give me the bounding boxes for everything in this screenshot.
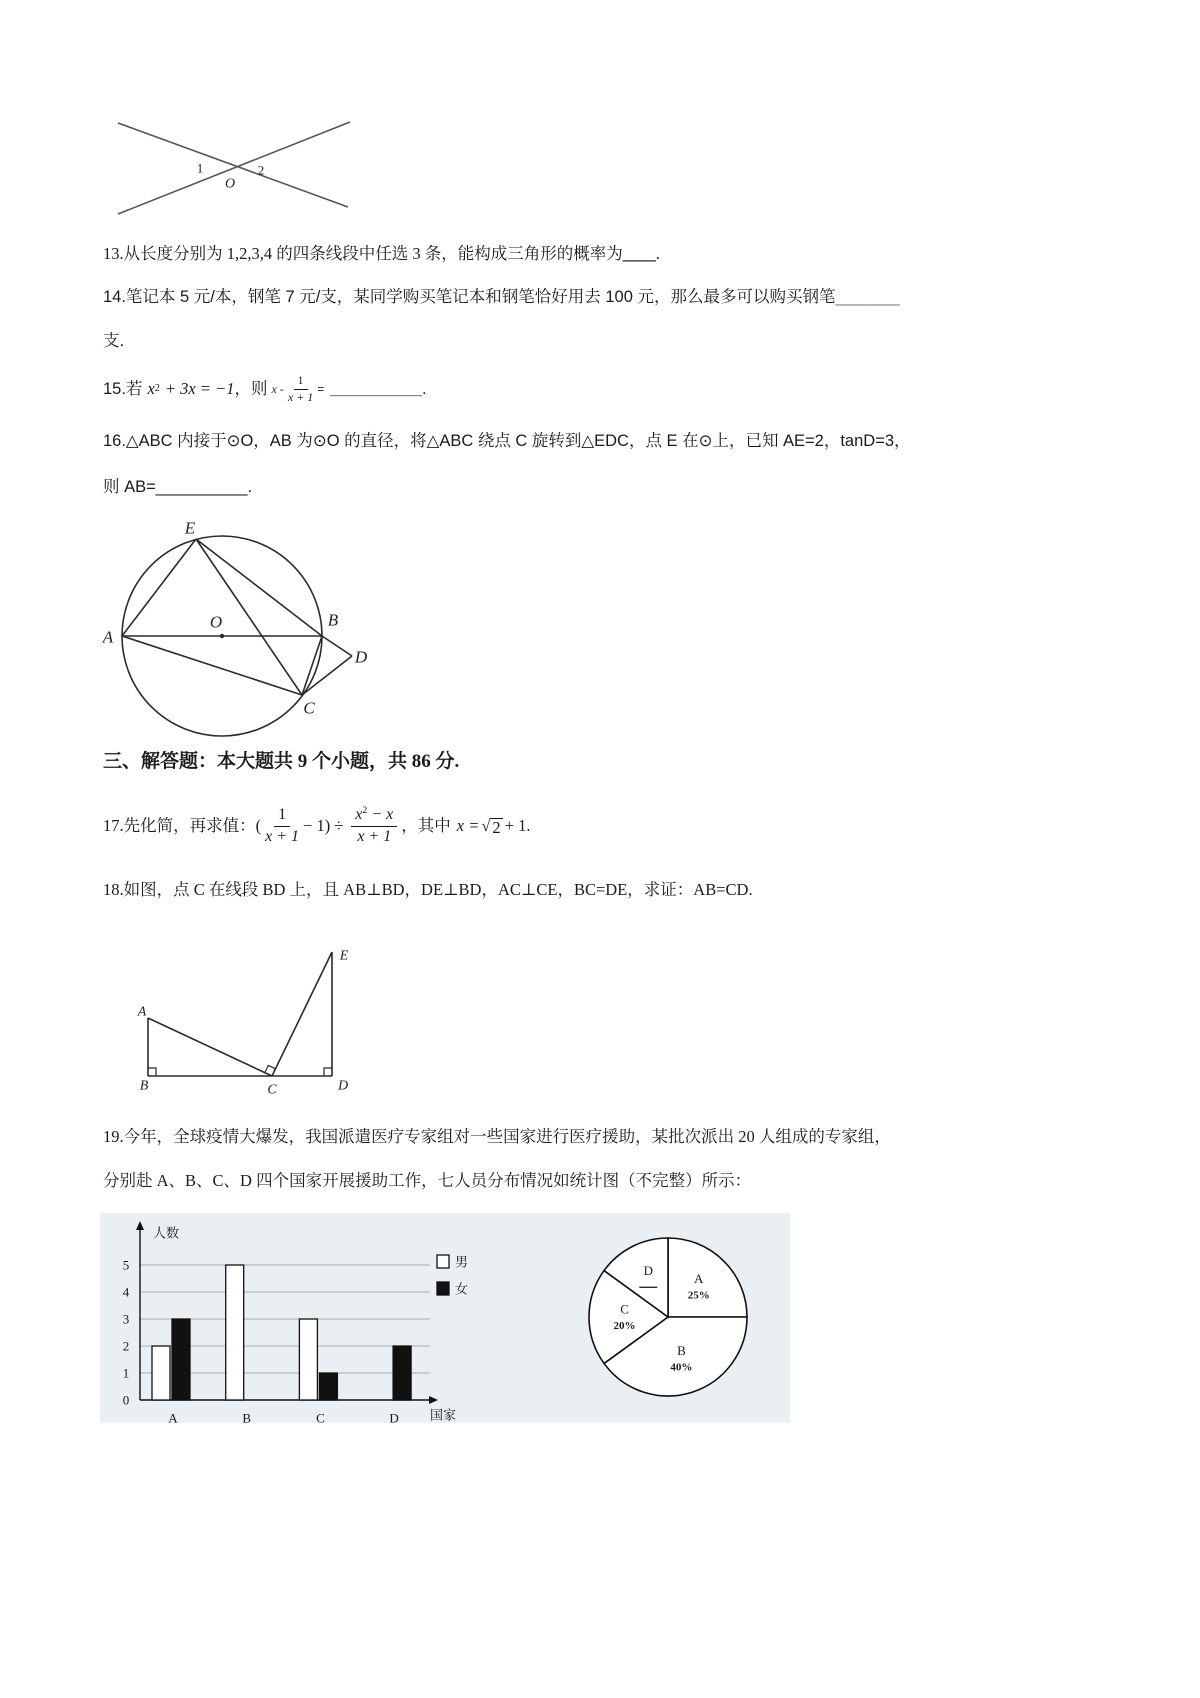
- bar-c-series-1: [319, 1373, 337, 1400]
- question-17-plus-one: + 1: [504, 816, 527, 835]
- question-17-fraction-2-numerator: [351, 806, 397, 826]
- question-17-sqrt-argument: 2: [492, 817, 501, 837]
- y-tick-label: 2: [122, 1338, 130, 1354]
- question-17-fraction-1: [265, 806, 299, 846]
- figure-intersecting-lines: [100, 110, 370, 225]
- pie-data-label-c: 20%: [613, 1320, 636, 1332]
- point-label-o: O: [209, 612, 223, 632]
- statistics-figure: [100, 1213, 790, 1426]
- line-1: [118, 123, 348, 207]
- legend-swatch: [437, 1255, 449, 1268]
- segment-ac: [148, 1018, 272, 1076]
- question-17-fraction-1-numerator: 1: [274, 806, 290, 826]
- question-15-mid: ，则: [234, 380, 268, 398]
- pie-chart: [580, 1225, 760, 1410]
- pie-label-a: A: [694, 1270, 704, 1286]
- question-13-text: 13.从长度分别为 1,2,3,4 的四条线段中任选 3 条，能构成三角形的概率为: [103, 244, 623, 263]
- question-15-blank: __________: [330, 380, 423, 398]
- legend-swatch: [437, 1282, 449, 1295]
- point-label-d: D: [354, 647, 368, 667]
- right-angle-mark-d: [324, 1068, 332, 1076]
- question-15: 15.若 x 2 + 3x = −1 ，则 x - $\frac{1}{x + 1}$ = __________ .: [103, 372, 427, 404]
- question-13-blank: ____: [622, 244, 656, 263]
- y-tick-label: 5: [122, 1257, 130, 1273]
- question-17-prefix: 17.先化简，再求值：: [103, 816, 256, 835]
- bar-c-series-0: [299, 1319, 317, 1400]
- point-label-a: A: [137, 1004, 147, 1020]
- bar-chart: [100, 1213, 480, 1426]
- center-point-o: [220, 634, 224, 638]
- figure-right-angles: [130, 940, 360, 1100]
- x-tick-label: A: [168, 1410, 178, 1426]
- question-15-end: .: [422, 380, 427, 398]
- question-15-eq-x: x: [147, 379, 155, 398]
- point-label-c: C: [303, 698, 315, 718]
- segment-ae: [122, 539, 196, 636]
- question-17-fraction-1-denominator: x + 1: [265, 827, 300, 845]
- bar-b-series-0: [226, 1265, 244, 1400]
- question-14-text: 14.笔记本 5 元/本，钢笔 7 元/支，某同学购买笔记本和钢笔恰好用去 100 元，那么最多可以购买钢笔: [103, 288, 836, 306]
- x-tick-label: C: [316, 1410, 325, 1426]
- question-19-line-2: 分别赴 A、B、C、D 四个国家开展援助工作，七人员分布情况如统计图（不完整）所示：: [103, 1171, 752, 1190]
- question-17-end: .: [526, 816, 531, 835]
- question-17-fraction-2-denominator: x + 1: [357, 827, 392, 845]
- y-axis-arrow: [136, 1221, 144, 1230]
- question-13: [103, 243, 660, 265]
- question-13-end: .: [655, 244, 660, 263]
- question-14-line-1: [103, 286, 900, 308]
- point-label-c: C: [267, 1082, 277, 1098]
- right-angle-mark-b: [148, 1068, 156, 1076]
- point-label-b: B: [139, 1078, 149, 1094]
- segment-cd: [302, 656, 352, 695]
- point-label-e: E: [339, 948, 349, 964]
- x-axis-label: 国家: [430, 1407, 457, 1423]
- x-axis-arrow: [429, 1396, 438, 1404]
- point-label-b: B: [327, 610, 339, 630]
- question-17-sqrt: [481, 815, 502, 837]
- segment-bd: [322, 636, 352, 656]
- point-label-e: E: [184, 518, 196, 538]
- question-18: 18.如图，点 C 在线段 BD 上，且 AB⊥BD，DE⊥BD，AC⊥CE，BC=DE，求证：AB=CD.: [103, 880, 753, 899]
- segment-ac: [122, 636, 302, 695]
- question-16-line-1: 16.△ABC 内接于⊙O，AB 为⊙O 的直径，将△ABC 绕点 C 旋转到△EDC，点 E 在⊙上，已知 AE=2，tanD=3，: [103, 432, 911, 450]
- pie-label-c: C: [620, 1301, 629, 1317]
- question-17-x-equals: x =: [456, 816, 480, 835]
- question-17-open-paren: (: [255, 816, 262, 835]
- question-17-divide-sign: ÷: [334, 816, 344, 835]
- question-17-fraction-2: [351, 806, 397, 846]
- question-17: [103, 801, 530, 851]
- pie-data-label-a: 25%: [687, 1289, 710, 1302]
- bar-a-series-0: [152, 1346, 170, 1400]
- x-tick-label: B: [242, 1410, 252, 1426]
- segment-ce: [272, 952, 332, 1076]
- question-15-eq-rest: + 3x = −1: [164, 379, 235, 398]
- bar-d-series-1: [393, 1346, 411, 1400]
- section-3-header: 三、解答题：本大题共 9 个小题，共 86 分.: [103, 751, 460, 772]
- y-axis-label: 人数: [152, 1225, 180, 1241]
- point-label-o: O: [224, 176, 236, 192]
- question-16-line-2: 则 AB=__________.: [103, 478, 253, 496]
- angle-label-2: 2: [257, 162, 265, 178]
- x-tick-label: D: [389, 1410, 399, 1426]
- question-19-line-1: 19.今年，全球疫情大爆发，我国派遣医疗专家组对一些国家进行医疗援助，某批次派出 20 人组成的专家组，: [103, 1127, 891, 1146]
- figure-circle-triangles: [95, 515, 385, 725]
- question-17-numerator-exponent: 2: [362, 805, 368, 817]
- y-tick-label: 1: [122, 1365, 130, 1381]
- question-15-expr-x: x -: [271, 382, 284, 396]
- question-17-minus-one: − 1): [303, 816, 331, 835]
- question-15-fraction-denominator: x + 1: [287, 389, 314, 404]
- point-label-d: D: [337, 1078, 349, 1094]
- legend-label: 女: [455, 1281, 469, 1297]
- y-tick-label: 0: [122, 1392, 130, 1408]
- pie-slice-a: [668, 1238, 747, 1317]
- y-tick-label: 4: [122, 1284, 130, 1300]
- bar-a-series-1: [172, 1319, 190, 1400]
- pie-label-d: D: [643, 1262, 653, 1278]
- question-15-prefix: 15.若: [103, 380, 143, 398]
- question-14-blank: _______: [835, 288, 900, 306]
- question-17-sqrt-sign: √: [481, 816, 491, 835]
- question-17-numerator-x: x: [355, 806, 363, 824]
- question-17-mid: ，其中: [401, 816, 451, 835]
- pie-label-b: B: [677, 1342, 686, 1358]
- question-15-fraction-numerator: 1: [294, 374, 308, 390]
- question-15-equals: =: [317, 382, 325, 396]
- question-17-numerator-rest: − x: [367, 806, 394, 824]
- question-14-line-2: 支.: [103, 332, 125, 350]
- point-label-a: A: [102, 627, 114, 647]
- question-15-fraction: [288, 374, 313, 405]
- segment-bc: [302, 636, 322, 695]
- angle-label-1: 1: [196, 160, 204, 176]
- y-tick-label: 3: [122, 1311, 130, 1327]
- pie-data-label-b: 40%: [670, 1361, 693, 1374]
- legend-label: 男: [455, 1254, 469, 1270]
